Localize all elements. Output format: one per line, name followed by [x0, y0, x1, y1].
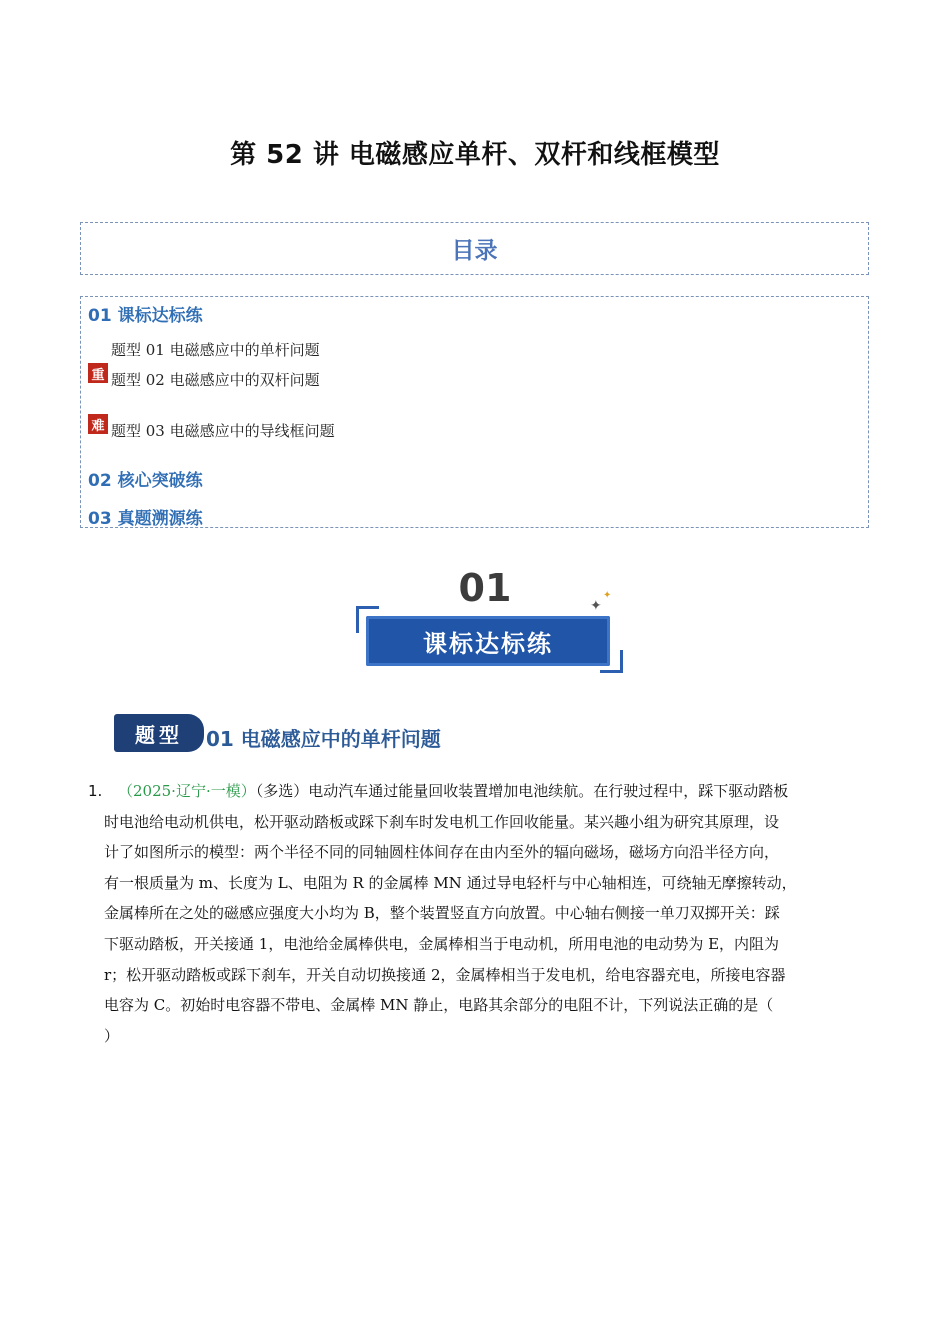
toc-section-2[interactable]: 02 核心突破练: [88, 471, 203, 491]
section-banner-label: 课标达标练: [423, 629, 553, 658]
question-line: 时电池给电动机供电，松开驱动踏板或踩下刹车时发电机工作回收能量。某兴趣小组为研究其原理，设: [104, 812, 780, 831]
toc-heading-box: [80, 222, 869, 275]
type-badge-label: 题型: [135, 722, 183, 747]
question-line: 有一根质量为 m、长度为 L、电阻为 R 的金属棒 MN 通过导电轻杆与中心轴相连，可绕轴无摩擦转动，: [104, 873, 797, 892]
question-line: 金属棒所在之处的磁感应强度大小均为 B，整个装置竖直方向放置。中心轴右侧接一单刀双掷开关：踩: [104, 904, 780, 923]
question-source: （2025·辽宁·一模）: [118, 782, 256, 800]
toc-item-1[interactable]: 题型 01 电磁感应中的单杆问题: [111, 341, 320, 359]
section-number: 01: [458, 566, 512, 610]
banner-bracket-right: [600, 650, 623, 673]
toc-item-2[interactable]: 题型 02 电磁感应中的双杆问题: [111, 371, 320, 389]
toc-tag-difficult: 难: [88, 414, 108, 434]
toc-item-3[interactable]: 题型 03 电磁感应中的导线框问题: [111, 422, 335, 440]
type-title: 01 电磁感应中的单杆问题: [206, 727, 441, 751]
toc-list: [80, 296, 869, 528]
toc-section-3[interactable]: 03 真题溯源练: [88, 509, 203, 529]
toc-section-1[interactable]: 01 课标达标练: [88, 306, 203, 326]
question-1: [88, 776, 864, 1051]
toc-heading: 目录: [451, 238, 498, 264]
question-line: r；松开驱动踏板或踩下刹车，开关自动切换接通 2，金属棒相当于发电机，给电容器充电，所接电容器: [104, 965, 786, 984]
document-title: 第 52 讲 电磁感应单杆、双杆和线框模型: [230, 140, 720, 170]
question-line: 计了如图所示的模型：两个半径不同的同轴圆柱体间存在由内至外的辐向磁场，磁场方向沿半径方向，: [104, 843, 780, 862]
sparkle-icon: ✦: [590, 598, 602, 614]
sparkle-small-icon: ✦: [603, 590, 612, 601]
type-badge: [114, 714, 204, 752]
question-line: 下驱动踏板，开关接通 1，电池给金属棒供电，金属棒相当于电动机，所用电池的电动势为 E，内阻为: [104, 934, 780, 953]
toc-tag-important: 重: [88, 363, 108, 383]
question-line: ）: [104, 1026, 120, 1045]
question-line: 电容为 C。初始时电容器不带电、金属棒 MN 静止，电路其余部分的电阻不计，下列说法正确的是（: [104, 996, 774, 1015]
question-number: 1.: [88, 782, 103, 800]
question-line: （多选）电动汽车通过能量回收装置增加电池续航。在行驶过程中，踩下驱动踏板: [255, 782, 789, 800]
section-banner: [366, 616, 610, 666]
